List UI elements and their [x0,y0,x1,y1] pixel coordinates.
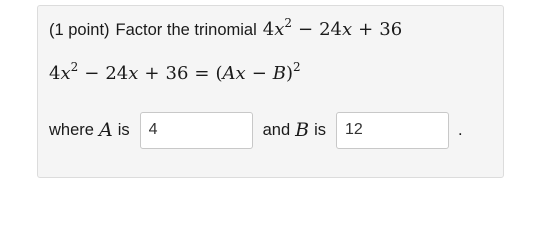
eq-var-x-2: x [128,63,139,84]
factored-equation [49,60,301,84]
eq-const: 36 [165,63,189,84]
is-label-b: is [314,120,327,139]
where-label: where [49,120,94,139]
trinomial-exponent: 2 [284,16,292,30]
problem-box [37,5,504,178]
eq-exponent: 2 [70,60,79,74]
equation-math [49,60,301,84]
trinomial-coef-b: 24 [319,19,342,40]
eq-open-paren: ( [215,63,223,84]
eq-equals: = [194,63,210,84]
trinomial-var-x-2: x [342,19,353,40]
problem-statement [49,16,403,40]
trinomial-var-x: x [274,19,285,40]
eq-var-x-3: x [235,63,246,84]
eq-op-plus: + [144,63,160,84]
eq-var-B: B [272,63,287,84]
eq-op-minus: − [84,63,100,84]
trinomial-const: 36 [379,19,403,40]
eq-rhs-exponent: 2 [293,60,301,74]
answer-b-input[interactable] [336,112,449,149]
period: . [458,120,463,139]
trinomial-expression [262,16,403,40]
answer-var-B: B [295,119,310,141]
eq-var-x: x [60,63,71,84]
eq-coef-b: 24 [105,63,129,84]
eq-coef-a: 4 [49,63,61,84]
and-label: and [262,120,291,139]
eq-close-paren: ) [286,63,294,84]
answer-line [49,110,463,150]
points-label: (1 point) [49,21,110,39]
answer-var-A: A [98,119,113,141]
trinomial-coef-a: 4 [262,19,275,40]
trinomial-op-minus: − [298,19,314,40]
prompt-text: Factor the trinomial [115,21,257,39]
eq-var-A: A [222,63,236,84]
trinomial-op-plus: + [358,19,374,40]
eq-op-minus-2: − [251,63,267,84]
is-label-a: is [117,120,130,139]
answer-a-input[interactable] [140,112,253,149]
